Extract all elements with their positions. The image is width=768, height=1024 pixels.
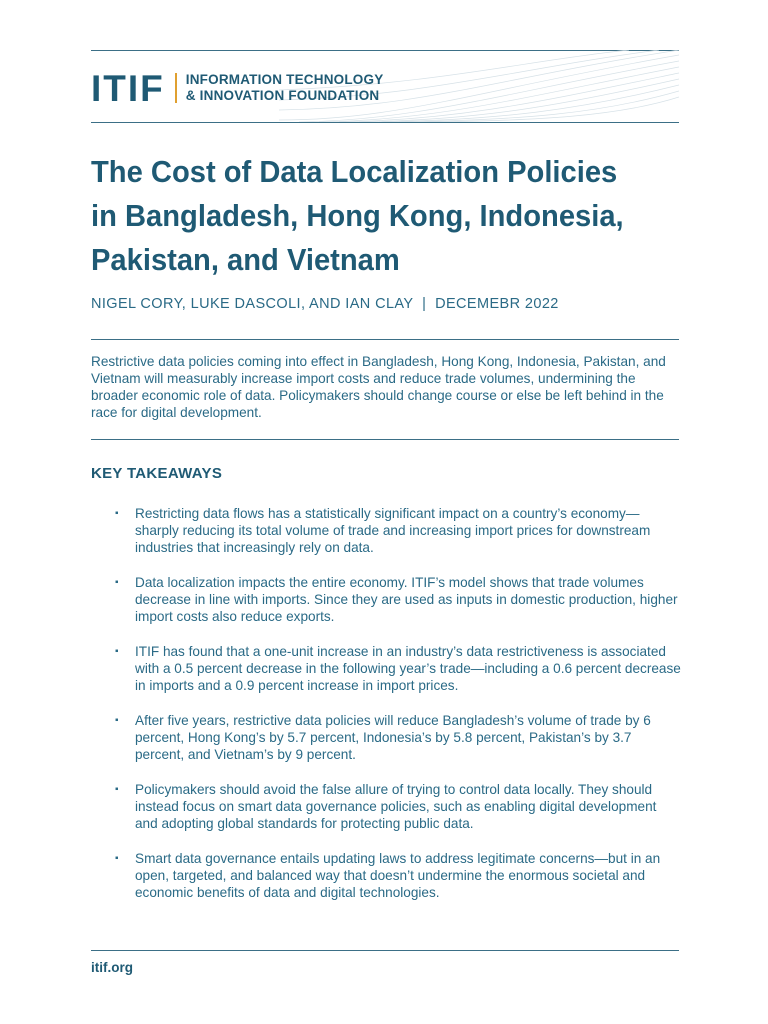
- takeaway-item: [91, 505, 681, 556]
- bullet-icon: ▪: [115, 715, 119, 726]
- logo-line-1: INFORMATION TECHNOLOGY: [185, 72, 384, 87]
- author-byline: NIGEL CORY, LUKE DASCOLI, AND IAN CLAY | DECEMEBR 2022: [91, 296, 559, 312]
- takeaway-item: [91, 643, 681, 694]
- footer-rule: [91, 950, 679, 951]
- key-takeaways-list: [91, 505, 681, 919]
- takeaway-item: [91, 712, 681, 763]
- title-line-1: The Cost of Data Localization Policies: [91, 154, 618, 189]
- takeaway-item: [91, 850, 681, 901]
- takeaway-text: Smart data governance entails updating laws to address legitimate concerns—but in an open, targeted, and balanced way that doesn’t undermine the enormous societal and economic benefits of data and digital technologies.: [135, 851, 661, 900]
- logo-mark: ITIF: [91, 67, 165, 109]
- logo-divider: [175, 73, 177, 103]
- logo-wordmark: [186, 72, 384, 104]
- takeaway-item: [91, 574, 681, 625]
- bullet-icon: ▪: [115, 784, 119, 795]
- bullet-icon: ▪: [115, 853, 119, 864]
- bullet-icon: ▪: [115, 577, 119, 588]
- bullet-icon: ▪: [115, 646, 119, 657]
- takeaway-item: [91, 781, 681, 832]
- page-title: [91, 150, 655, 282]
- itif-website-link[interactable]: itif.org: [91, 960, 133, 975]
- takeaway-text: Restricting data flows has a statistically significant impact on a country’s economy—sharply reducing its total volume of trade and increasing import prices for downstream industries that increasingly rely on data.: [135, 506, 651, 555]
- summary-top-rule: [91, 339, 679, 340]
- header-bottom-rule: [91, 122, 679, 123]
- takeaway-text: After five years, restrictive data policies will reduce Bangladesh’s volume of trade by 6 percent, Hong Kong’s by 5.7 percent, Indonesia’s by 5.8 percent, Pakistan’s by 3.7 percent, and Vietnam’s by 9 percent.: [135, 713, 651, 762]
- takeaway-text: Policymakers should avoid the false allure of trying to control data locally. They should instead focus on smart data governance policies, such as enabling digital development and adopting global standards for protecting public data.: [135, 782, 657, 831]
- itif-logo: [91, 68, 383, 108]
- title-line-2: in Bangladesh, Hong Kong, Indonesia,: [91, 198, 624, 233]
- summary-paragraph: Restrictive data policies coming into effect in Bangladesh, Hong Kong, Indonesia, Pakistan, and Vietnam will measurably increase import costs and reduce trade volumes, undermining the broader economic role of data. Policymakers should change course or else be left behind in the race for digital development.: [91, 354, 666, 420]
- logo-line-2: & INNOVATION FOUNDATION: [185, 88, 380, 103]
- takeaway-text: Data localization impacts the entire economy. ITIF’s model shows that trade volumes decrease in line with imports. Since they are used as inputs in domestic production, higher import costs also reduce exports.: [135, 575, 678, 624]
- key-takeaways-heading: KEY TAKEAWAYS: [91, 465, 223, 482]
- title-line-3: Pakistan, and Vietnam: [91, 242, 400, 277]
- bullet-icon: ▪: [115, 508, 119, 519]
- summary-bottom-rule: [91, 439, 679, 440]
- takeaway-text: ITIF has found that a one-unit increase in an industry’s data restrictiveness is associated with a 0.5 percent decrease in the following year’s trade—including a 0.6 percent decrease in imports and a 0.9 percent increase in import prices.: [135, 644, 681, 693]
